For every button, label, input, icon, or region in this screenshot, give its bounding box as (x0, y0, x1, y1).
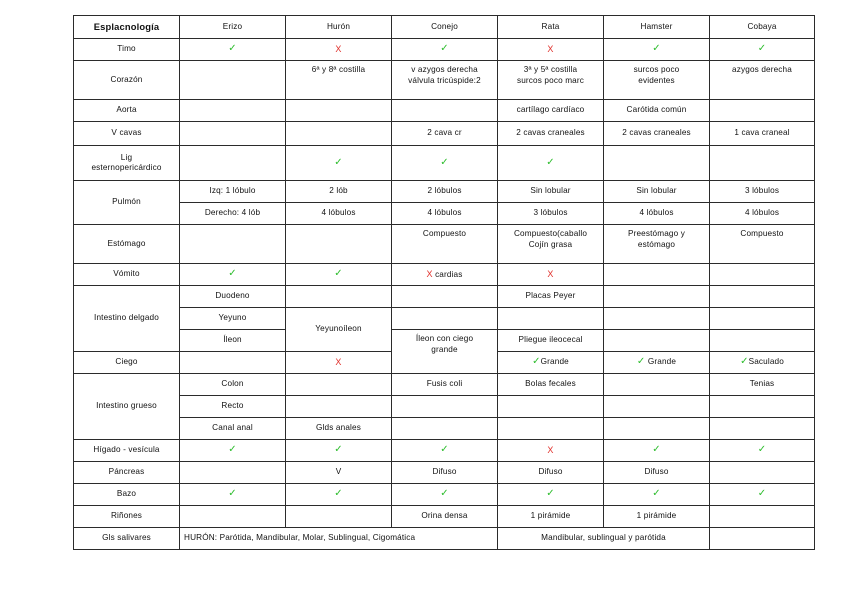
row-label-rinones: Riñones (74, 506, 180, 528)
cell-recto-erizo: Recto (180, 396, 286, 418)
check-icon: ✓ (652, 43, 661, 55)
cell-line: estómago (637, 239, 676, 249)
cell-canal-hamster (604, 418, 710, 440)
cell-corazon-rata (498, 61, 604, 100)
row-vcavas (74, 122, 815, 146)
row-pulmon-der (74, 203, 815, 225)
row-label-intestino-delgado: Intestino delgado (74, 286, 180, 352)
row-label-intestino-grueso: Intestino grueso (74, 374, 180, 440)
cell-line: válvula tricúspide:2 (408, 75, 481, 85)
cell-canal-erizo: Canal anal (180, 418, 286, 440)
row-label-gls-salivares: Gls salivares (74, 528, 180, 550)
cell-bazo-cobaya (710, 484, 815, 506)
cell-pulmon-izq-cobaya: 3 lóbulos (710, 181, 815, 203)
check-icon: ✓ (228, 268, 237, 280)
cell-yeyuno-cobaya (710, 308, 815, 330)
cell-pulmon-der-cobaya: 4 lóbulos (710, 203, 815, 225)
cell-lig-huron (286, 146, 392, 181)
cell-canal-conejo (392, 418, 498, 440)
header-cell-rata: Rata (498, 16, 604, 39)
cell-ileon-cobaya (710, 330, 815, 352)
check-icon: ✓ (757, 43, 767, 55)
cell-estomago-cobaya: Compuesto (710, 225, 815, 264)
cell-ileon-conejo (392, 330, 498, 374)
cell-vomito-hamster (604, 264, 710, 286)
cell-higado-conejo (392, 440, 498, 462)
cell-colon-huron (286, 374, 392, 396)
cell-canal-huron: Glds anales (286, 418, 392, 440)
cell-yeyuno-conejo (392, 308, 498, 330)
cell-pancreas-rata: Difuso (498, 462, 604, 484)
row-label-vomito: Vómito (74, 264, 180, 286)
cell-ciego-erizo (180, 352, 286, 374)
cell-vcavas-hamster: 2 cavas craneales (604, 122, 710, 146)
row-yeyuno (74, 308, 815, 330)
row-label-aorta: Aorta (74, 100, 180, 122)
cell-vomito-conejo (392, 264, 498, 286)
cell-colon-rata: Bolas fecales (498, 374, 604, 396)
cell-line: surcos poco marc (516, 75, 584, 85)
row-pancreas (74, 462, 815, 484)
row-label-corazon: Corazón (74, 61, 180, 100)
cell-estomago-huron (286, 225, 392, 264)
cell-bazo-hamster (604, 484, 710, 506)
cell-lig-hamster (604, 146, 710, 181)
cell-timo-conejo (392, 39, 498, 61)
cell-lig-rata (498, 146, 604, 181)
cell-gls-rata-text: Mandibular, sublingual y parótida (498, 528, 710, 550)
header-cell-hamster: Hamster (604, 16, 710, 39)
cell-vcavas-erizo (180, 122, 286, 146)
row-bazo (74, 484, 815, 506)
cell-timo-erizo (180, 39, 286, 61)
cell-colon-hamster (604, 374, 710, 396)
cell-pulmon-der-rata: 3 lóbulos (498, 203, 604, 225)
cell-yeyuno-erizo: Yeyuno (180, 308, 286, 330)
cross-icon: X (547, 43, 554, 54)
check-icon: ✓ (652, 488, 661, 500)
cell-bazo-conejo (392, 484, 498, 506)
cell-rinones-conejo: Orina densa (392, 506, 498, 528)
row-lig (74, 146, 815, 181)
cell-aorta-rata: cartílago cardíaco (498, 100, 604, 122)
cell-vcavas-huron (286, 122, 392, 146)
cell-corazon-cobaya: azygos derecha (710, 61, 815, 100)
cell-duodeno-conejo (392, 286, 498, 308)
cell-rinones-rata: 1 pirámide (498, 506, 604, 528)
cell-colon-cobaya: Tenias (710, 374, 815, 396)
cell-rinones-erizo (180, 506, 286, 528)
row-colon (74, 374, 815, 396)
check-icon: ✓ (740, 356, 749, 368)
cell-line: Compuesto(caballo (513, 229, 588, 238)
esplacnologia-table (73, 15, 815, 550)
row-label-pulmon: Pulmón (74, 181, 180, 225)
cell-yeyunoileon-huron: Yeyunoíleon (286, 308, 392, 352)
row-label-higado: Hígado - vesícula (74, 440, 180, 462)
cell-text: Grande (645, 357, 677, 367)
header-row (74, 16, 815, 39)
check-icon: ✓ (228, 444, 237, 456)
cell-pancreas-huron: V (286, 462, 392, 484)
row-pulmon-izq (74, 181, 815, 203)
cell-line: grande (431, 344, 458, 354)
row-timo (74, 39, 815, 61)
cell-canal-cobaya (710, 418, 815, 440)
cell-timo-rata (498, 39, 604, 61)
check-icon: ✓ (440, 156, 449, 168)
cell-ciego-cobaya (710, 352, 815, 374)
cell-higado-cobaya (710, 440, 815, 462)
cell-yeyuno-hamster (604, 308, 710, 330)
check-icon: ✓ (546, 488, 555, 500)
cross-icon: X (426, 268, 433, 279)
cell-vcavas-cobaya: 1 cava craneal (710, 122, 815, 146)
cell-pulmon-izq-erizo: Izq: 1 lóbulo (180, 181, 286, 203)
cell-duodeno-hamster (604, 286, 710, 308)
row-ileon (74, 330, 815, 352)
row-label-line: Lig (120, 152, 133, 162)
cell-ciego-rata (498, 352, 604, 374)
row-canal-anal (74, 418, 815, 440)
cell-aorta-hamster: Carótida común (604, 100, 710, 122)
cell-aorta-cobaya (710, 100, 815, 122)
cell-line: Íleon con ciego (415, 334, 474, 343)
cell-duodeno-cobaya (710, 286, 815, 308)
cell-line: 3ª y 5ª costilla (523, 65, 578, 74)
cell-line: Cojín grasa (528, 239, 573, 249)
cell-colon-erizo: Colon (180, 374, 286, 396)
cell-line: evidentes (638, 75, 675, 85)
cell-text: Grande (540, 357, 569, 367)
cell-higado-huron (286, 440, 392, 462)
cell-rinones-cobaya (710, 506, 815, 528)
cell-ileon-hamster (604, 330, 710, 352)
cell-pulmon-der-hamster: 4 lóbulos (604, 203, 710, 225)
check-icon: ✓ (228, 43, 237, 55)
cell-pancreas-hamster: Difuso (604, 462, 710, 484)
cell-line: v azygos derecha (411, 65, 478, 74)
check-icon: ✓ (652, 444, 661, 456)
cell-timo-huron (286, 39, 392, 61)
cell-line: Preestómago y (627, 229, 686, 238)
cell-lig-conejo (392, 146, 498, 181)
row-gls-salivares (74, 528, 815, 550)
cell-corazon-hamster (604, 61, 710, 100)
cell-duodeno-rata: Placas Peyer (498, 286, 604, 308)
cell-ciego-huron (286, 352, 392, 374)
cell-pulmon-izq-hamster: Sin lobular (604, 181, 710, 203)
cell-pancreas-conejo: Difuso (392, 462, 498, 484)
row-label-lig (74, 146, 180, 181)
cell-pulmon-der-erizo: Derecho: 4 lób (180, 203, 286, 225)
check-icon: ✓ (334, 268, 343, 280)
cell-aorta-huron (286, 100, 392, 122)
cell-estomago-erizo (180, 225, 286, 264)
cell-ciego-hamster (604, 352, 710, 374)
cross-icon: X (547, 268, 554, 279)
cell-lig-erizo (180, 146, 286, 181)
row-label-timo: Timo (74, 39, 180, 61)
cell-aorta-erizo (180, 100, 286, 122)
cell-text: cardias (432, 269, 463, 279)
row-label-estomago: Estómago (74, 225, 180, 264)
row-label-ciego: Ciego (74, 352, 180, 374)
row-higado (74, 440, 815, 462)
cell-pancreas-cobaya (710, 462, 815, 484)
row-aorta (74, 100, 815, 122)
cell-duodeno-huron (286, 286, 392, 308)
cell-estomago-rata (498, 225, 604, 264)
check-icon: ✓ (440, 444, 449, 456)
check-icon: ✓ (532, 356, 541, 368)
cell-colon-conejo: Fusis coli (392, 374, 498, 396)
cell-pulmon-izq-conejo: 2 lóbulos (392, 181, 498, 203)
row-label-pancreas: Páncreas (74, 462, 180, 484)
check-icon: ✓ (440, 43, 449, 55)
cell-estomago-hamster (604, 225, 710, 264)
cell-corazon-erizo (180, 61, 286, 100)
header-cell-esplacnologia: Esplacnología (74, 16, 180, 39)
check-icon: ✓ (440, 488, 449, 500)
cell-ileon-erizo: Íleon (180, 330, 286, 352)
cell-duodeno-erizo: Duodeno (180, 286, 286, 308)
header-cell-conejo: Conejo (392, 16, 498, 39)
row-estomago (74, 225, 815, 264)
row-corazon (74, 61, 815, 100)
cross-icon: X (547, 444, 554, 455)
cell-higado-rata (498, 440, 604, 462)
row-label-vcavas: V cavas (74, 122, 180, 146)
cell-lig-cobaya (710, 146, 815, 181)
cell-vcavas-conejo: 2 cava cr (392, 122, 498, 146)
cell-corazon-huron: 6ª y 8ª costilla (286, 61, 392, 100)
cell-aorta-conejo (392, 100, 498, 122)
row-recto (74, 396, 815, 418)
cell-canal-rata (498, 418, 604, 440)
check-icon: ✓ (636, 356, 646, 368)
check-icon: ✓ (757, 444, 767, 456)
cell-pulmon-der-huron: 4 lóbulos (286, 203, 392, 225)
check-icon: ✓ (334, 444, 343, 456)
cell-recto-hamster (604, 396, 710, 418)
cell-higado-hamster (604, 440, 710, 462)
row-rinones (74, 506, 815, 528)
cell-vomito-erizo (180, 264, 286, 286)
check-icon: ✓ (757, 488, 767, 500)
check-icon: ✓ (334, 156, 343, 168)
cell-timo-hamster (604, 39, 710, 61)
cell-pancreas-erizo (180, 462, 286, 484)
check-icon: ✓ (228, 488, 237, 500)
cell-recto-cobaya (710, 396, 815, 418)
cell-corazon-conejo (392, 61, 498, 100)
cell-text: Saculado (748, 357, 784, 367)
header-cell-erizo: Erizo (180, 16, 286, 39)
row-vomito (74, 264, 815, 286)
cell-timo-cobaya (710, 39, 815, 61)
cell-rinones-hamster: 1 pirámide (604, 506, 710, 528)
cell-bazo-huron (286, 484, 392, 506)
cell-estomago-conejo: Compuesto (392, 225, 498, 264)
cell-gls-huron-text: HURÓN: Parótida, Mandibular, Molar, Sublingual, Cigomática (180, 528, 498, 550)
header-cell-huron: Hurón (286, 16, 392, 39)
row-label-bazo: Bazo (74, 484, 180, 506)
cell-ileon-rata: Pliegue ileocecal (498, 330, 604, 352)
row-duodeno (74, 286, 815, 308)
cell-yeyuno-rata (498, 308, 604, 330)
cell-rinones-huron (286, 506, 392, 528)
cell-pulmon-der-conejo: 4 lóbulos (392, 203, 498, 225)
cross-icon: X (335, 43, 342, 54)
cell-pulmon-izq-rata: Sin lobular (498, 181, 604, 203)
check-icon: ✓ (334, 488, 343, 500)
cell-recto-huron (286, 396, 392, 418)
cell-gls-cobaya (710, 528, 815, 550)
row-label-line: esternopericárdico (91, 163, 162, 172)
cell-vomito-cobaya (710, 264, 815, 286)
cell-vomito-rata (498, 264, 604, 286)
cell-bazo-erizo (180, 484, 286, 506)
cell-pulmon-izq-huron: 2 lób (286, 181, 392, 203)
cross-icon: X (335, 356, 342, 367)
header-cell-cobaya: Cobaya (710, 16, 815, 39)
cell-recto-conejo (392, 396, 498, 418)
cell-vcavas-rata: 2 cavas craneales (498, 122, 604, 146)
cell-bazo-rata (498, 484, 604, 506)
cell-recto-rata (498, 396, 604, 418)
cell-higado-erizo (180, 440, 286, 462)
cell-line: surcos poco (633, 65, 680, 74)
cell-vomito-huron (286, 264, 392, 286)
check-icon: ✓ (546, 156, 555, 168)
